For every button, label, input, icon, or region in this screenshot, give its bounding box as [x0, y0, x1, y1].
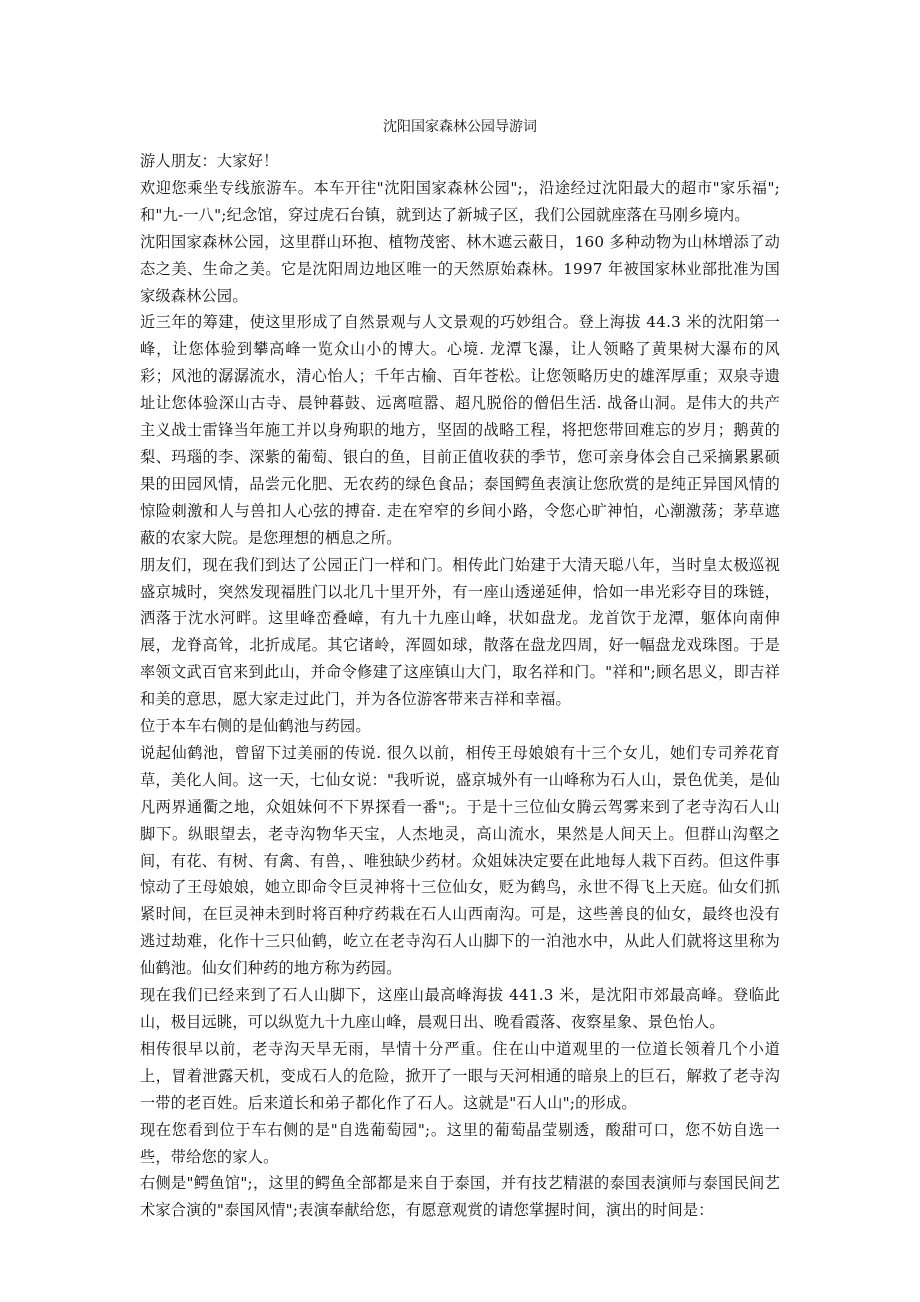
paragraph-crane-pool-legend: 说起仙鹤池，曾留下过美丽的传说. 很久以前，相传王母娘娘有十三个女儿，她们专司养花育草，美化人间。这一天，七仙女说："我听说，盛京城外有一山峰称为石人山，景色优美，是仙凡两界通衢之地，众姐妹何不下界探看一番";。于是十三位仙女腾云驾雾来到了老寺沟石人山脚下。纵眼望去，老寺沟物华天宝，人杰地灵，高山流水，果然是人间天上。但群山沟壑之间，有花、有树、有禽、有兽，、唯独缺少药材。众姐妹决定要在此地每人栽下百药。但这件事惊动了王母娘娘，她立即命令巨灵神将十三位仙女，贬为鹤鸟，永世不得飞上天庭。仙女们抓紧时间，在巨灵神未到时将百种疗药栽在石人山西南沟。可是，这些善良的仙女，最终也没有逃过劫难，化作十三只仙鹤，屹立在老寺沟石人山脚下的一泊池水中，从此人们就将这里称为仙鹤池。仙女们种药的地方称为药园。 — [140, 743, 780, 978]
paragraph-welcome: 欢迎您乘坐专线旅游车。本车开往"沈阳国家森林公园";，沿途经过沈阳最大的超市"家乐福";和"九-一八";纪念馆，穿过虎石台镇，就到达了新城子区，我们公园就座落在马刚乡境内。 — [140, 178, 780, 224]
document-title: 沈阳国家森林公园导游词 — [383, 119, 537, 135]
paragraph-shiren-legend: 相传很早以前，老寺沟天旱无雨，旱情十分严重。住在山中道观里的一位道长领着几个小道上，冒着泄露天机，变成石人的危险，掀开了一眼与天河相通的暗泉上的巨石，解救了老寺沟一带的老百姓。后来道长和弟子都化作了石人。这就是"石人山";的形成。 — [140, 1039, 780, 1112]
document-body — [140, 148, 780, 1224]
paragraph-vineyard: 现在您看到位于车右侧的是"自选葡萄园";。这里的葡萄晶莹剔透，酸甜可口，您不妨自选一些，带给您的家人。 — [140, 1120, 780, 1166]
paragraph-greeting: 游人朋友：大家好！ — [140, 152, 279, 170]
paragraph-crane-pool-intro: 位于本车右侧的是仙鹤池与药园。 — [140, 717, 371, 736]
paragraph-park-intro: 沈阳国家森林公园，这里群山环抱、植物茂密、林木遮云蔽日，160 多种动物为山林增添了动态之美、生命之美。它是沈阳周边地区唯一的天然原始森林。1997 年被国家林业部批准为国家级森林公园。 — [140, 232, 780, 305]
paragraph-scenery: 近三年的筹建，使这里形成了自然景观与人文景观的巧妙组合。登上海拔 44.3 米的沈阳第一峰，让您体验到攀高峰一览众山小的博大。心境. 龙潭飞瀑，让人领略了黄果树大瀑布的风彩；风池的潺潺流水，清心怡人；千年古榆、百年苍松。让您领略历史的雄浑厚重；双泉寺遗址让您体验深山古寺、晨钟暮鼓、远离喧嚣、超凡脱俗的僧侣生活. 战备山洞。是伟大的共产主义战士雷锋当年施工并以身殉职的地方，坚固的战略工程，将把您带回难忘的岁月；鹅黄的梨、玛瑙的李、深紫的葡萄、银白的鱼，目前正值收获的季节，您可亲身体会自己采摘累累硕果的田园风情，品尝元化肥、无农药的绿色食品；泰国鳄鱼表演让您欣赏的是纯正异国风情的惊险刺激和人与兽扣人心弦的搏奋. 走在窄窄的乡间小路，令您心旷神怕，心潮激荡；茅草遮蔽的农家大院。是您理想的栖息之所。 — [140, 313, 780, 547]
paragraph-shiren-mountain: 现在我们已经来到了石人山脚下，这座山最高峰海拔 441.3 米，是沈阳市郊最高峰。登临此山，极目远眺，可以纵览九十九座山峰，晨观日出、晚看霞落、夜察星象、景色怡人。 — [140, 986, 780, 1031]
paragraph-xianghe-gate: 朋友们，现在我们到达了公园正门一样和门。相传此门始建于大清天聪八年，当时皇太极巡视盛京城时，突然发现福胜门以北几十里开外，有一座山透递延伸，恰如一串光彩夺目的珠链，洒落于沈水河畔。这里峰峦叠嶂，有九十九座山峰，状如盘龙。龙首饮于龙潭，躯体向南伸展，龙脊高耸，北折成尾。其它诸岭，浑圆如球，散落在盘龙四周，好一幅盘龙戏珠图。于是率领文武百官来到此山，并命令修建了这座镇山大门，取名祥和门。"祥和";顾名思义，即吉祥和美的意思，愿大家走过此门，并为各位游客带来吉祥和幸福。 — [140, 555, 780, 709]
paragraph-crocodile-hall: 右侧是"鳄鱼馆";，这里的鳄鱼全部都是来自于泰国，并有技艺精湛的泰国表演师与泰国民间艺术家合演的"泰国风情";表演奉献给您，有愿意观赏的请您掌握时间，演出的时间是： — [140, 1174, 780, 1220]
